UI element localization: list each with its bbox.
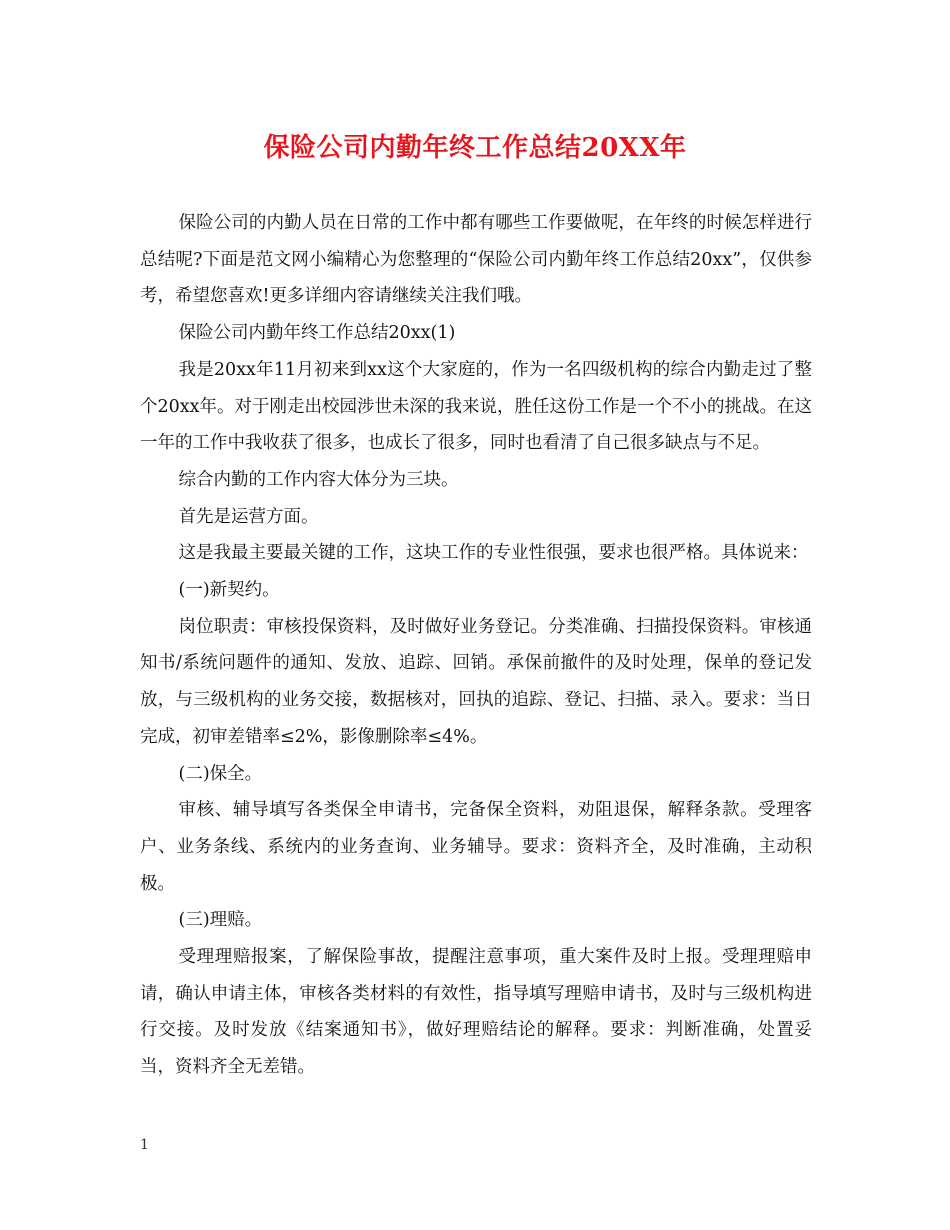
paragraph-intro: 保险公司的内勤人员在日常的工作中都有哪些工作要做呢，在年终的时候怎样进行总结呢?下面是范文网小编精心为您整理的“保险公司内勤年终工作总结20xx”，仅供参考，希望您喜欢!更多详细内容请继续关注我们哦。 bbox=[140, 213, 812, 307]
document-body bbox=[140, 205, 812, 1086]
paragraph-operations-intro: 这是我最主要最关键的工作，这块工作的专业性很强，要求也很严格。具体说来： bbox=[178, 543, 809, 564]
paragraph-new-contract-duties: 岗位职责：审核投保资料，及时做好业务登记。分类准确、扫描投保资料。审核通知书/系统问题件的通知、发放、追踪、回销。承保前撤件的及时处理，保单的登记发放，与三级机构的业务交接，数据核对，回执的追踪、登记、扫描、录入。要求：当日完成，初审差错率≤2%，影像删除率≤4%。 bbox=[140, 616, 812, 747]
paragraph-preservation-duties: 审核、辅导填写各类保全申请书，完备保全资料，劝阻退保，解释条款。受理客户、业务条线、系统内的业务查询、业务辅导。要求：资料齐全，及时准确，主动积极。 bbox=[140, 800, 812, 894]
paragraph-background: 我是20xx年11月初来到xx这个大家庭的，作为一名四级机构的综合内勤走过了整个20xx年。对于刚走出校园涉世未深的我来说，胜任这份工作是一个不小的挑战。在这一年的工作中我收获了很多，也成长了很多，同时也看清了自己很多缺点与不足。 bbox=[140, 359, 813, 454]
document-title: 保险公司内勤年终工作总结20XX年 bbox=[263, 133, 687, 163]
paragraph-preservation-heading: (二)保全。 bbox=[178, 763, 263, 784]
paragraph-claims-duties: 受理理赔报案，了解保险事故，提醒注意事项，重大案件及时上报。受理理赔申请，确认申请主体，审核各类材料的有效性，指导填写理赔申请书，及时与三级机构进行交接。及时发放《结案通知书》，做好理赔结论的解释。要求：判断准确，处置妥当，资料齐全无差错。 bbox=[140, 947, 812, 1078]
paragraph-claims-heading: (三)理赔。 bbox=[178, 910, 263, 931]
page-number: 1 bbox=[140, 1137, 149, 1153]
paragraph-work-overview: 综合内勤的工作内容大体分为三块。 bbox=[178, 469, 459, 490]
paragraph-new-contract-heading: (一)新契约。 bbox=[178, 580, 280, 601]
paragraph-section-heading: 保险公司内勤年终工作总结20xx(1) bbox=[178, 323, 456, 344]
paragraph-operations-heading: 首先是运营方面。 bbox=[178, 506, 319, 527]
